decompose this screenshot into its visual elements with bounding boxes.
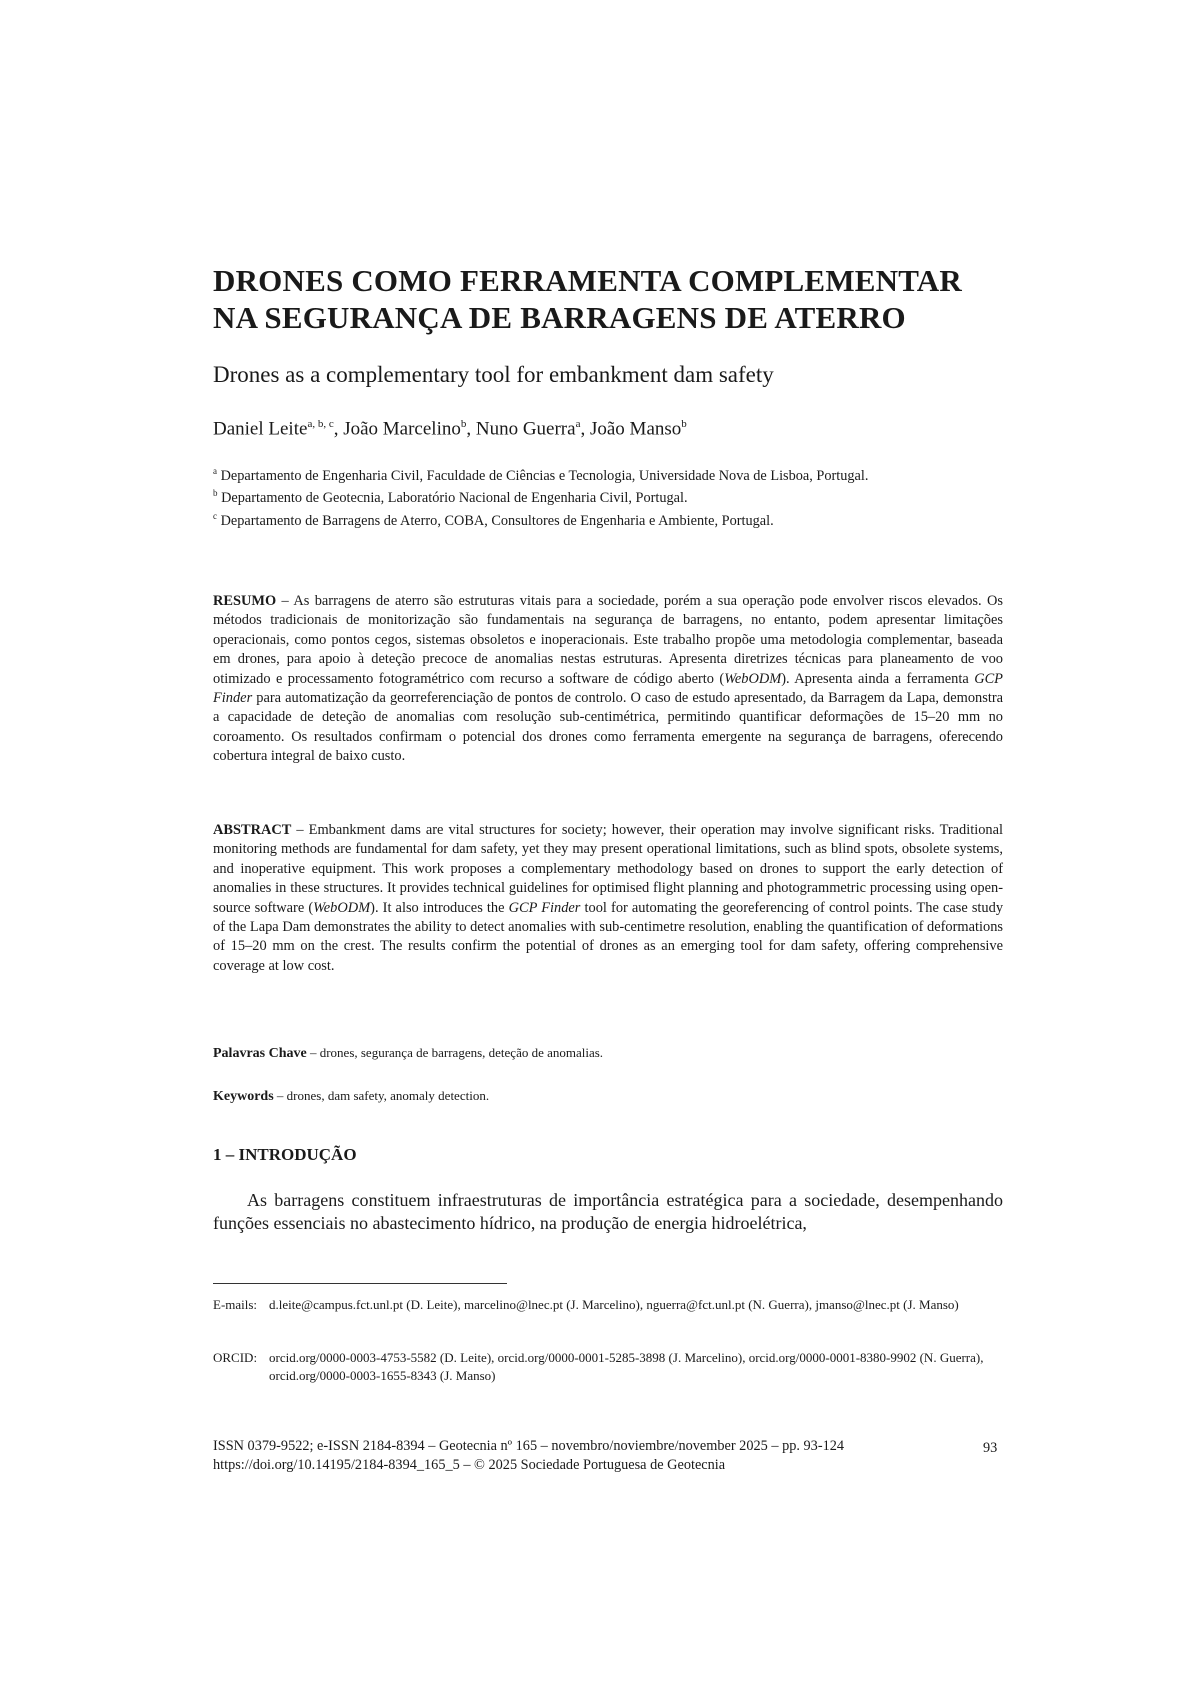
author-affil-mark: b bbox=[460, 418, 467, 430]
abstract-text: tool for automating the georeferencing of control points. The case study of the Lapa Dam demonstrates the ability to detect anomalies with sub-centimetre resolution, enabling the quantification of deformations of 15–20 mm on the crest. The results confirm the potential of drones as an emerging tool for dam safety, offering comprehensive coverage at low cost. bbox=[213, 899, 1004, 974]
page-footer bbox=[213, 1437, 844, 1475]
paper-subtitle: Drones as a complementary tool for embankment dam safety bbox=[213, 362, 774, 387]
keywords-en: Keywords – drones, dam safety, anomaly detection. bbox=[213, 1088, 490, 1104]
resumo-software-name: WebODM bbox=[724, 670, 782, 687]
intro-paragraph: As barragens constituem infraestruturas de importância estratégica para a sociedade, desempenhando funções essenciais no abastecimento hídrico, na produção de energia hidroelétrica, bbox=[213, 1190, 1003, 1233]
title-line-1: DRONES COMO FERRAMENTA COMPLEMENTAR bbox=[213, 263, 962, 298]
emails-label: E-mails: bbox=[213, 1297, 258, 1312]
affiliation-b bbox=[213, 485, 1003, 507]
footer-doi-line: https://doi.org/10.14195/2184-8394_165_5 – © 2025 Sociedade Portuguesa de Geotecnia bbox=[213, 1457, 726, 1473]
abstract-tool-name: GCP Finder bbox=[508, 899, 581, 916]
orcid-label: ORCID: bbox=[213, 1350, 258, 1365]
author-name: João Marcelino bbox=[343, 418, 461, 440]
author-affil-mark: a bbox=[575, 418, 581, 430]
author-affil-mark: a, b, c bbox=[307, 418, 334, 430]
abstract-label: ABSTRACT bbox=[213, 822, 292, 838]
orcid-text: orcid.org/0000-0003-4753-5582 (D. Leite), orcid.org/0000-0001-5285-3898 (J. Marcelino), orcid.org/0000-0001-8380-9902 (N. Guerra), orcid.org/0000-0003-1655-8343 (J. Manso) bbox=[269, 1350, 984, 1383]
author-affil-mark: b bbox=[681, 418, 687, 430]
affiliation-mark: a bbox=[213, 466, 217, 476]
author-name: Daniel Leite bbox=[213, 418, 308, 440]
abstract-software-name: WebODM bbox=[313, 899, 371, 916]
resumo-text: ). Apresenta ainda a ferramenta bbox=[781, 670, 975, 687]
affiliation-text: Departamento de Barragens de Aterro, COBA, Consultores de Engenharia e Ambiente, Portugal. bbox=[220, 512, 774, 529]
section-heading: 1 – INTRODUÇÃO bbox=[213, 1145, 357, 1164]
affiliation-a bbox=[213, 463, 1003, 485]
affiliation-text: Departamento de Geotecnia, Laboratório Nacional de Engenharia Civil, Portugal. bbox=[221, 490, 688, 507]
abstract-text: ). It also introduces the bbox=[370, 899, 509, 916]
keywords-pt-text: drones, segurança de barragens, deteção de anomalias. bbox=[319, 1045, 604, 1060]
abstract-text: Embankment dams are vital structures for society; however, their operation may involve significant risks. Traditional monitoring methods are fundamental for dam safety, yet they may present operational limitations, such as blind spots, obsolete systems, and inoperative equipment. This work proposes a complementary methodology based on drones to support the early detection of anomalies in these structures. It provides technical guidelines for optimised flight planning and photogrammetric processing using open-source software ( bbox=[213, 822, 1004, 916]
paper-title bbox=[213, 262, 1003, 336]
affiliation-mark: c bbox=[213, 510, 217, 521]
author-name: Nuno Guerra bbox=[475, 418, 576, 440]
resumo-paragraph: RESUMO – As barragens de aterro são estruturas vitais para a sociedade, porém a sua operação pode envolver riscos elevados. Os métodos tradicionais de monitorização são fundamentais na segurança de barragens, no entanto, podem apresentar limitações operacionais, como pontos cegos, sistemas obsoletos e inoperacionais. Este trabalho propõe uma metodologia complementar, baseada em drones, para apoio à deteção precoce de anomalias nestas estruturas. Apresenta diretrizes técnicas para planeamento de voo otimizado e processamento fotogramétrico com recurso a software de código aberto (WebODM). Apresenta ainda a ferramenta GCP Finder para automatização da georreferenciação de pontos de controlo. O caso de estudo apresentado, da Barragem da Lapa, demonstra a capacidade de deteção de anomalias com resolução sub-centimétrica, permitindo quantificar deformações de 15–20 mm no coroamento. Os resultados confirmam o potencial dos drones como ferramenta emergente na segurança de barragens, oferecendo cobertura integral de baixo custo. bbox=[213, 593, 1003, 765]
abstract-paragraph: ABSTRACT – Embankment dams are vital structures for society; however, their operation may involve significant risks. Traditional monitoring methods are fundamental for dam safety, yet they may present operational limitations, such as blind spots, obsolete systems, and inoperative equipment. This work proposes a complementary methodology based on drones to support the early detection of anomalies in these structures. It provides technical guidelines for optimised flight planning and photogrammetric processing using open-source software (WebODM). It also introduces the GCP Finder tool for automating the georeferencing of control points. The case study of the Lapa Dam demonstrates the ability to detect anomalies with sub-centimetre resolution, enabling the quantification of deformations of 15–20 mm on the crest. The results confirm the potential of drones as an emerging tool for dam safety, offering comprehensive coverage at low cost. bbox=[213, 822, 1004, 974]
footnote-divider bbox=[213, 1283, 507, 1284]
footer-issn-line: ISSN 0379-9522; e-ISSN 2184-8394 – Geotecnia nº 165 – novembro/noviembre/november 2025 – pp. 93-124 bbox=[213, 1438, 845, 1454]
resumo-tool-name: GCP Finder bbox=[213, 670, 1003, 707]
title-line-2: NA SEGURANÇA DE BARRAGENS DE ATERRO bbox=[213, 300, 906, 335]
keywords-en-label: Keywords bbox=[213, 1089, 274, 1104]
resumo-label: RESUMO bbox=[213, 593, 277, 609]
affiliation-mark: b bbox=[213, 488, 218, 499]
affiliation-text: Departamento de Engenharia Civil, Faculdade de Ciências e Tecnologia, Universidade Nova de Lisboa, Portugal. bbox=[220, 467, 869, 484]
author-name: João Manso bbox=[589, 418, 682, 440]
affiliations bbox=[213, 463, 1003, 530]
keywords-pt-label: Palavras Chave bbox=[213, 1046, 307, 1061]
affiliation-c bbox=[213, 508, 1003, 530]
resumo-text: para automatização da georreferenciação de pontos de controlo. O caso de estudo apresentado, da Barragem da Lapa, demonstra a capacidade de deteção de anomalias com resolução sub-centimétrica, permitindo quantificar deformações de 15–20 mm no coroamento. Os resultados confirmam o potencial dos drones como ferramenta emergente na segurança de barragens, oferecendo cobertura integral de baixo custo. bbox=[213, 690, 1003, 765]
keywords-en-text: drones, dam safety, anomaly detection. bbox=[286, 1088, 490, 1103]
keywords-pt: Palavras Chave – drones, segurança de barragens, deteção de anomalias. bbox=[213, 1045, 604, 1061]
page-number: 93 bbox=[983, 1440, 998, 1456]
author-list: Daniel Leite$^{a, b, c}$, João Marcelino$^b$, Nuno Guerra$^a$, João Manso$^b$ bbox=[213, 418, 687, 440]
emails-text: d.leite@campus.fct.unl.pt (D. Leite), marcelino@lnec.pt (J. Marcelino), nguerra@fct.unl.pt (N. Guerra), jmanso@lnec.pt (J. Manso) bbox=[269, 1297, 959, 1312]
resumo-text: As barragens de aterro são estruturas vitais para a sociedade, porém a sua operação pode envolver riscos elevados. Os métodos tradicionais de monitorização são fundamentais na segurança de barragens, no entanto, podem apresentar limitações operacionais, como pontos cegos, sistemas obsoletos e inoperacionais. Este trabalho propõe uma metodologia complementar, baseada em drones, para apoio à deteção precoce de anomalias nestas estruturas. Apresenta diretrizes técnicas para planeamento de voo otimizado e processamento fotogramétrico com recurso a software de código aberto ( bbox=[213, 593, 1003, 687]
